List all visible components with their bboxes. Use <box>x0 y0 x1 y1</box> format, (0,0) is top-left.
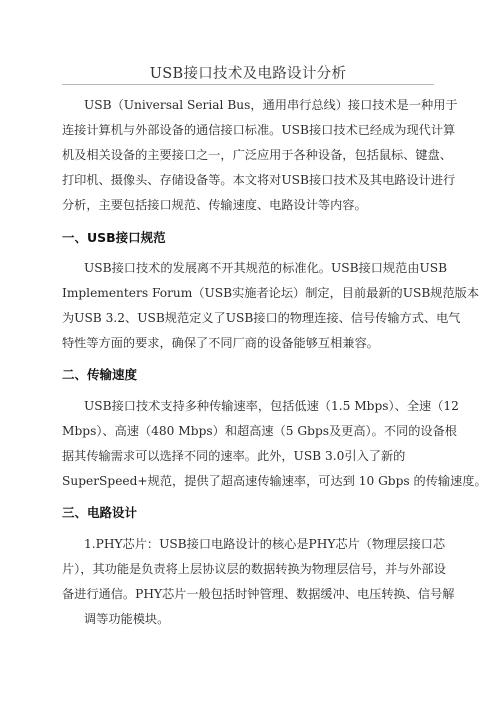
section-3-line-1: 1.PHY芯片：USB接口电路设计的核心是PHY芯片（物理层接口芯 <box>84 537 446 551</box>
section-2-line-3: 据其传输需求可以选择不同的速率。此外，USB 3.0引入了新的 <box>62 449 406 463</box>
section-3-line-2: 片），其功能是负责将上层协议层的数据转换为物理层信号，并与外部设 <box>62 562 446 576</box>
intro-line-5: 分析，主要包括接口规范、传输速度、电路设计等内容。 <box>62 198 367 212</box>
section-2-heading: 二、传输速度 <box>62 367 138 382</box>
section-1-line-4: 特性等方面的要求，确保了不同厂商的设备能够互相兼容。 <box>62 336 379 350</box>
section-3-line-3: 备进行通信。PHY芯片一般包括时钟管理、数据缓冲、电压转换、信号解 <box>62 587 455 601</box>
intro-line-2: 连接计算机与外部设备的通信接口标准。USB接口技术已经成为现代计算 <box>62 123 456 137</box>
title-divider <box>62 84 434 85</box>
section-1-line-3: 为USB 3.2、USB规范定义了USB接口的物理连接、信号传输方式、电气 <box>62 311 461 325</box>
section-1-line-1: USB接口技术的发展离不开其规范的标准化。USB接口规范由USB <box>84 261 448 275</box>
section-3-line-4: 调等功能模块。 <box>84 612 170 626</box>
section-1-line-2: Implementers Forum（USB实施者论坛）制定，目前最新的USB规范版本 <box>62 286 480 300</box>
section-3-heading: 三、电路设计 <box>62 505 138 520</box>
section-2-line-2: Mbps）、高速（480 Mbps）和超高速（5 Gbps及更高）。不同的设备根 <box>62 424 457 438</box>
intro-line-1: USB（Universal Serial Bus，通用串行总线）接口技术是一种用于 <box>84 98 458 112</box>
intro-line-3: 机及相关设备的主要接口之一，广泛应用于各种设备，包括鼠标、键盘、 <box>62 148 452 162</box>
section-2-line-4: SuperSpeed+规范，提供了超高速传输速率，可达到 10 Gbps 的传输速度。 <box>62 474 487 488</box>
intro-line-4: 打印机、摄像头、存储设备等。本文将对USB接口技术及其电路设计进行 <box>62 173 456 187</box>
section-2-line-1: USB接口技术支持多种传输速率，包括低速（1.5 Mbps）、全速（12 <box>84 399 459 413</box>
document-title: USB接口技术及电路设计分析 <box>149 66 347 82</box>
section-1-heading: 一、USB接口规范 <box>62 230 166 245</box>
